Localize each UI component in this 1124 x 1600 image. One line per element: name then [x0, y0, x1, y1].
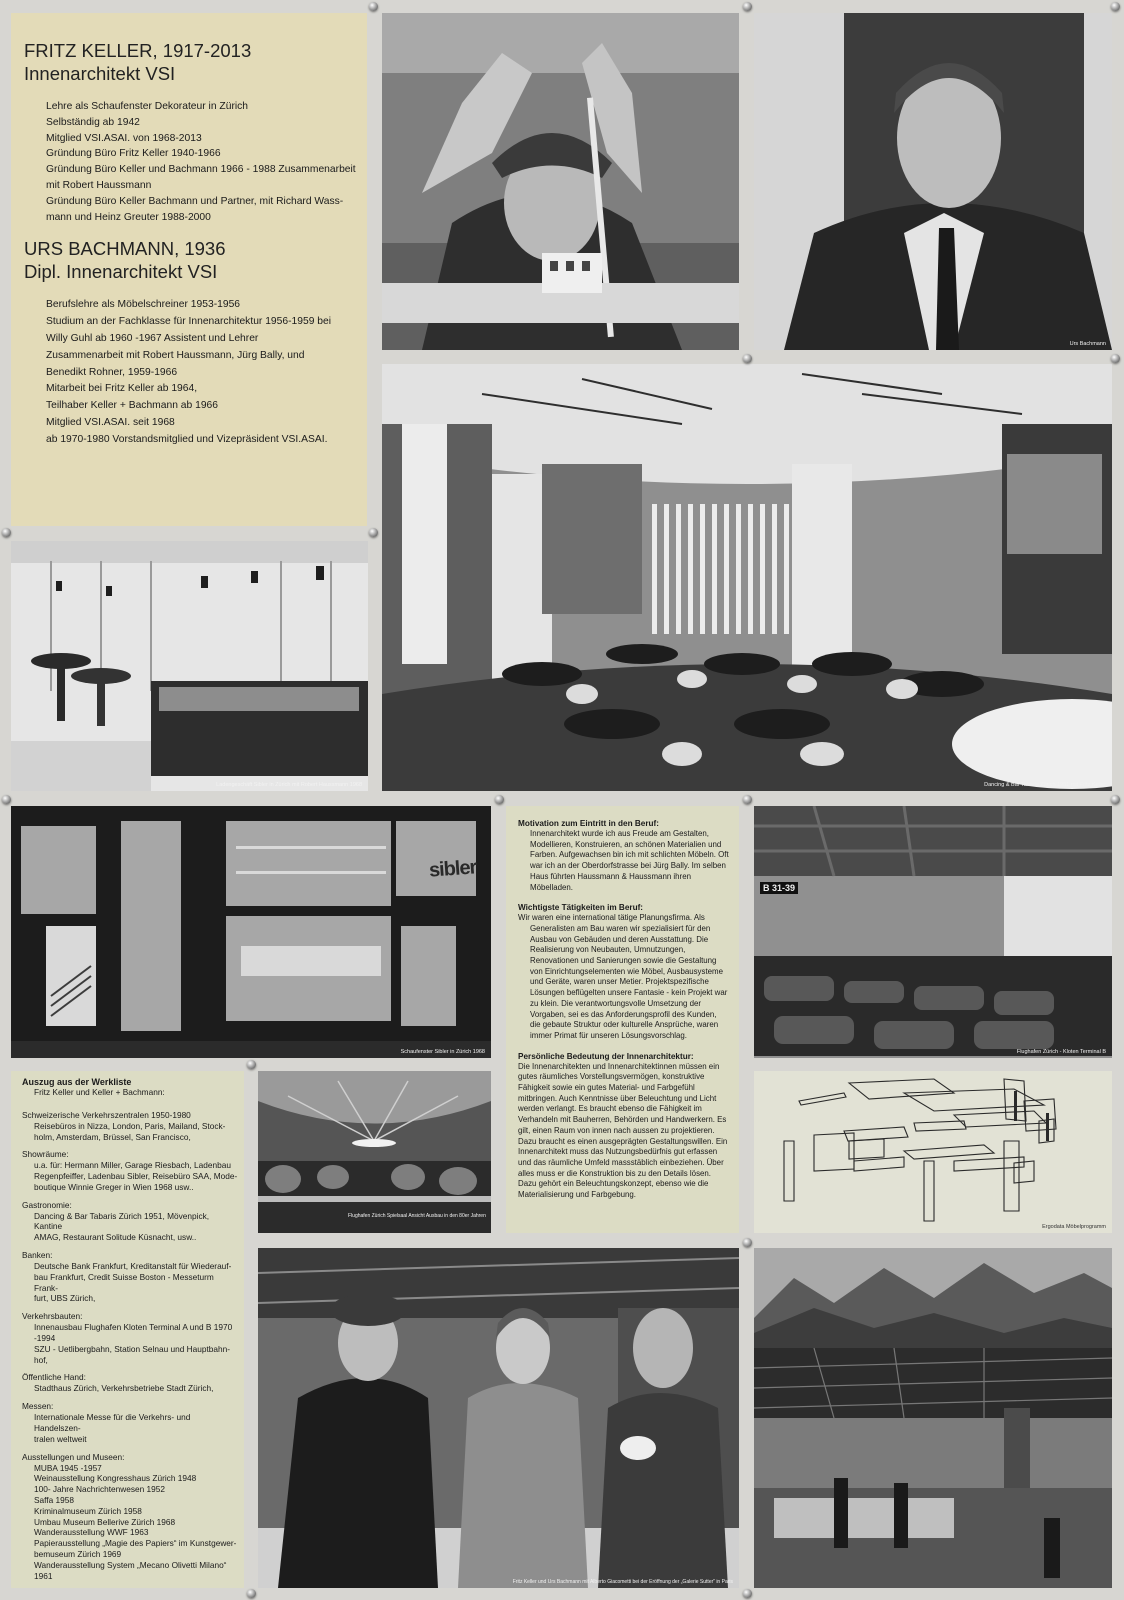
werkliste-section-body: Deutsche Bank Frankfurt, Kreditanstalt für Wiederauf- bau Frankfurt, Credit Suisse Boston - Messeturm Frank- furt, UBS Zürich,: [34, 1261, 232, 1304]
airport-hall-illustration: [258, 1071, 491, 1233]
shop-interior-illustration: [11, 541, 368, 791]
werkliste-section-heading: Schweizerische Verkehrszentralen 1950-1980: [22, 1109, 191, 1120]
caption-shop-interior: Ladengeschäft Sibler in Zürich mit Robert Haussmann 1968: [216, 782, 362, 788]
photo-keller-model: [382, 13, 739, 350]
werkliste-section: [22, 1149, 238, 1192]
photo-airport-hall: [258, 1071, 491, 1233]
werkliste-section: [22, 1311, 238, 1365]
pin-icon: [247, 1060, 256, 1069]
werkliste-section-body: Stadthaus Zürich, Verkehrsbetriebe Stadt Zürich,: [34, 1383, 214, 1394]
sibler-sign: sibler: [428, 856, 478, 882]
werkliste-section-body: Dancing & Bar Tabaris Zürich 1951, Mövenpick, Kantine AMAG, Restaurant Solitude Küsnacht, usw..: [34, 1210, 210, 1243]
pin-icon: [1111, 795, 1120, 804]
werkliste-section-heading: Verkehrsbauten:: [22, 1311, 83, 1322]
sibler-window-illustration: [11, 806, 491, 1058]
werkliste-title: Auszug aus der Werkliste: [22, 1077, 132, 1087]
pin-icon: [1111, 2, 1120, 11]
caption-sibler-window: Schaufenster Sibler in Zürich 1968: [400, 1049, 485, 1055]
bachmann-bio-line: Studium an der Fachklasse für Innenarchitektur 1956-1959 bei: [46, 316, 332, 328]
werkliste-section-body: u.a. für: Hermann Miller, Garage Riesbach, Ladenbau Regenpfeiffer, Ladenbau Sibler, Reisebüro SAA, Mode- boutique Winnie Greger in Wien 1968 usw..: [34, 1160, 238, 1192]
keller-bio-line: Selbständig ab 1942: [46, 116, 140, 128]
pin-icon: [247, 1589, 256, 1598]
werkliste-section: [22, 1200, 238, 1243]
pin-icon: [743, 1238, 752, 1247]
photo-group: [258, 1248, 739, 1588]
werkliste-section-heading: Gastronomie:: [22, 1199, 72, 1210]
bachmann-bio-line: Zusammenarbeit mit Robert Haussmann, Jürg Bally, und: [46, 349, 305, 361]
furniture-exploded-drawing: [754, 1071, 1112, 1233]
pin-icon: [743, 1589, 752, 1598]
bachmann-portrait-illustration: [754, 13, 1112, 350]
keller-bio-line: Gründung Büro Keller Bachmann und Partner, mit Richard Wass-: [46, 195, 344, 207]
bachmann-name: URS BACHMANN, 1936: [24, 238, 226, 260]
werkliste-section: [22, 1372, 238, 1394]
bachmann-title: Dipl. Innenarchitekt VSI: [24, 261, 218, 283]
caption-furniture: Ergodata Möbelprogramm: [1042, 1224, 1106, 1230]
keller-model-illustration: [382, 13, 739, 350]
werkliste-section: [22, 1110, 238, 1143]
pin-icon: [743, 2, 752, 11]
werkliste-section-heading: Banken:: [22, 1250, 53, 1261]
keller-bio-list: [46, 99, 367, 225]
werkliste-subtitle: Fritz Keller und Keller + Bachmann:: [34, 1087, 165, 1097]
keller-bio-line: Gründung Büro Fritz Keller 1940-1966: [46, 148, 221, 160]
bachmann-bio-line: Teilhaber Keller + Bachmann ab 1966: [46, 400, 219, 412]
werkliste-section-body: Innenausbau Flughafen Kloten Terminal A und B 1970 -1994 SZU - Uetlibergbahn, Station Selnau und Hauptbahn- hof,: [34, 1322, 233, 1365]
bachmann-bio-line: ab 1970-1980 Vorstandsmitglied und Vizepräsident VSI.ASAI.: [46, 433, 328, 445]
caption-tabaris: Dancing & Bar Tabaris Zürich 1951 mit Fritz Keller: [984, 782, 1106, 788]
caption-bachmann-portrait: Urs Bachmann: [1069, 341, 1106, 347]
bachmann-bio-line: Mitglied VSI.ASAI. seit 1968: [46, 416, 175, 428]
photo-tabaris: [382, 364, 1112, 791]
bachmann-bio-line: Benedikt Rohner, 1959-1966: [46, 366, 178, 378]
bachmann-bio-list: [46, 297, 367, 448]
motivation-panel: [506, 806, 739, 1233]
photo-sibler-window: [11, 806, 491, 1058]
keller-bio-line: Gründung Büro Keller und Bachmann 1966 - 1988 Zusammenarbeit: [46, 164, 356, 176]
caption-terminal-b: Flughafen Zürich - Kloten Terminal B: [1016, 1049, 1106, 1055]
werkliste-sections: [22, 1110, 238, 1582]
photo-terminal-b: [754, 806, 1112, 1058]
pin-icon: [743, 354, 752, 363]
meaning-body: Die Innenarchitekten und Innenarchitektinnen müssen ein gutes räumliches Vorstellungsvermögen, konstruktive Fähigkeit sowie ein gutes Material- und Farbgefühl mitbringen. Auch Kenntnisse über Beleuchtung und Licht werden verlangt. Es braucht ebenso die Fähigkeit im Verhandeln mit Bauherren, Behörden und Handwerkern. Es gilt, einen Raum von innen nach aussen zu projektieren. Dazu braucht es einen ausgeprägten Gestaltungswillen. Ein Innenarchitekt muss das Nutzungsbedürfnis gut erfassen und das räumliche Umfeld massstäblich einbeziehen. Über alles muss er die Konstruktion bis zu den Details lösen. Dazu gehört ein Beleuchtungskonzept, ebenso wie die Materialisierung und Farbgebung.: [518, 1061, 728, 1200]
group-photo-illustration: [258, 1248, 739, 1588]
motivation-heading: Motivation zum Eintritt in den Beruf:: [518, 819, 659, 828]
pin-icon: [1111, 354, 1120, 363]
keller-bio-line: mann und Heinz Greuter 1988-2000: [46, 211, 211, 223]
terminal-b-illustration: [754, 806, 1112, 1058]
werkliste-section-heading: Showräume:: [22, 1149, 69, 1160]
pin-icon: [369, 2, 378, 11]
werkliste-section-heading: Messen:: [22, 1401, 54, 1412]
caption-group: Fritz Keller und Urs Bachmann mit Alberto Giacometti bei der Eröffnung der „Galerie Sutter“ in Paris: [512, 1579, 733, 1585]
keller-bio-line: Mitglied VSI.ASAI. von 1968-2013: [46, 132, 202, 144]
pin-icon: [369, 528, 378, 537]
bio-panel: [11, 13, 367, 526]
werkliste-section: [22, 1401, 238, 1444]
meaning-heading: Persönliche Bedeutung der Innenarchitektur:: [518, 1051, 694, 1061]
werkliste-section-heading: Öffentliche Hand:: [22, 1372, 86, 1383]
werkliste-section: [22, 1250, 238, 1304]
bachmann-bio-line: Berufslehre als Möbelschreiner 1953-1956: [46, 299, 241, 311]
werkliste-section-body: Internationale Messe für die Verkehrs- und Handelszen- tralen weltweit: [34, 1412, 191, 1444]
tabaris-illustration: [382, 364, 1112, 791]
pin-icon: [2, 795, 11, 804]
werkliste-section-body: MUBA 1945 -1957 Weinausstellung Kongresshaus Zürich 1948 100- Jahre Nachrichtenwesen 1952 Saffa 1958 Kriminalmuseum Zürich 1958 Umbau Museum Bellerive Zürich 1968 Wanderausstellung WWF 1963 Papierausstellung „Magie des Papiers“ im Kunstgewer- bemuseum Zürich 1969 Wanderausstellung System „Mecano Olivetti Milano“ 1961: [34, 1462, 237, 1581]
pin-icon: [495, 795, 504, 804]
departures-sign: B 31-39: [760, 882, 798, 894]
photo-shop-interior: [11, 541, 368, 791]
travel-office-illustration: [754, 1248, 1112, 1588]
werkliste-panel: [11, 1071, 244, 1588]
bachmann-bio-line: Mitarbeit bei Fritz Keller ab 1964,: [46, 383, 198, 395]
motivation-body: Innenarchitekt wurde ich aus Freude am Gestalten, Modellieren, Konstruieren, an schönen Materialien und Farben. Aufgewachsen bin ich mit schlichten Möbeln. Oft war ich an der Oberdorfstrasse bei Jürg Bally. Im selben Haus führten Haussmann & Haussmann ihren Möbelladen.: [530, 829, 729, 892]
keller-bio-line: mit Robert Haussmann: [46, 179, 152, 191]
keller-title: Innenarchitekt VSI: [24, 63, 176, 84]
activities-body: Wir waren eine international tätige Planungsfirma. Als Generalisten am Bau waren wir spezialisiert für den Ausbau von Gebäuden und deren Ausstattung. Die Realisierung von Neubauten, Umnutzungen, Renovationen und Sanierungen sowie die Gestaltung von Einrichtungselementen wie Möbel, Ausbausysteme und Geräte, waren unser Metier. Projektspezifische Lösungen beflügelten unsere Fantasie - kein Projekt war zu klein. Die verantwortungsvolle Umsetzung der Vorgaben, sei es das Anforderungsprofil des Kunden, die gebaute Struktur oder kulturelle Ansprüche, waren immer Primat für unseren Lösungsvorschlag.: [518, 913, 728, 1040]
werkliste-section-heading: Ausstellungen und Museen:: [22, 1451, 125, 1462]
keller-name: FRITZ KELLER, 1917-2013: [24, 40, 252, 61]
bachmann-bio-line: Willy Guhl ab 1960 -1967 Assistent und Lehrer: [46, 332, 259, 344]
werkliste-section: [22, 1452, 238, 1582]
caption-airport-hall: Flughafen Zürich Spielsaal Ansicht Ausbau in den 80er Jahren: [348, 1213, 486, 1219]
pin-icon: [743, 795, 752, 804]
drawing-furniture: [754, 1071, 1112, 1233]
keller-bio-line: Lehre als Schaufenster Dekorateur in Zürich: [46, 101, 249, 112]
activities-heading: Wichtigste Tätigkeiten im Beruf:: [518, 903, 644, 913]
photo-bachmann-portrait: [754, 13, 1112, 350]
werkliste-section-body: Reisebüros in Nizza, London, Paris, Mailand, Stock- holm, Amsterdam, Brüssel, San Francisco,: [34, 1120, 226, 1142]
photo-travel-office: [754, 1248, 1112, 1588]
pin-icon: [2, 528, 11, 537]
